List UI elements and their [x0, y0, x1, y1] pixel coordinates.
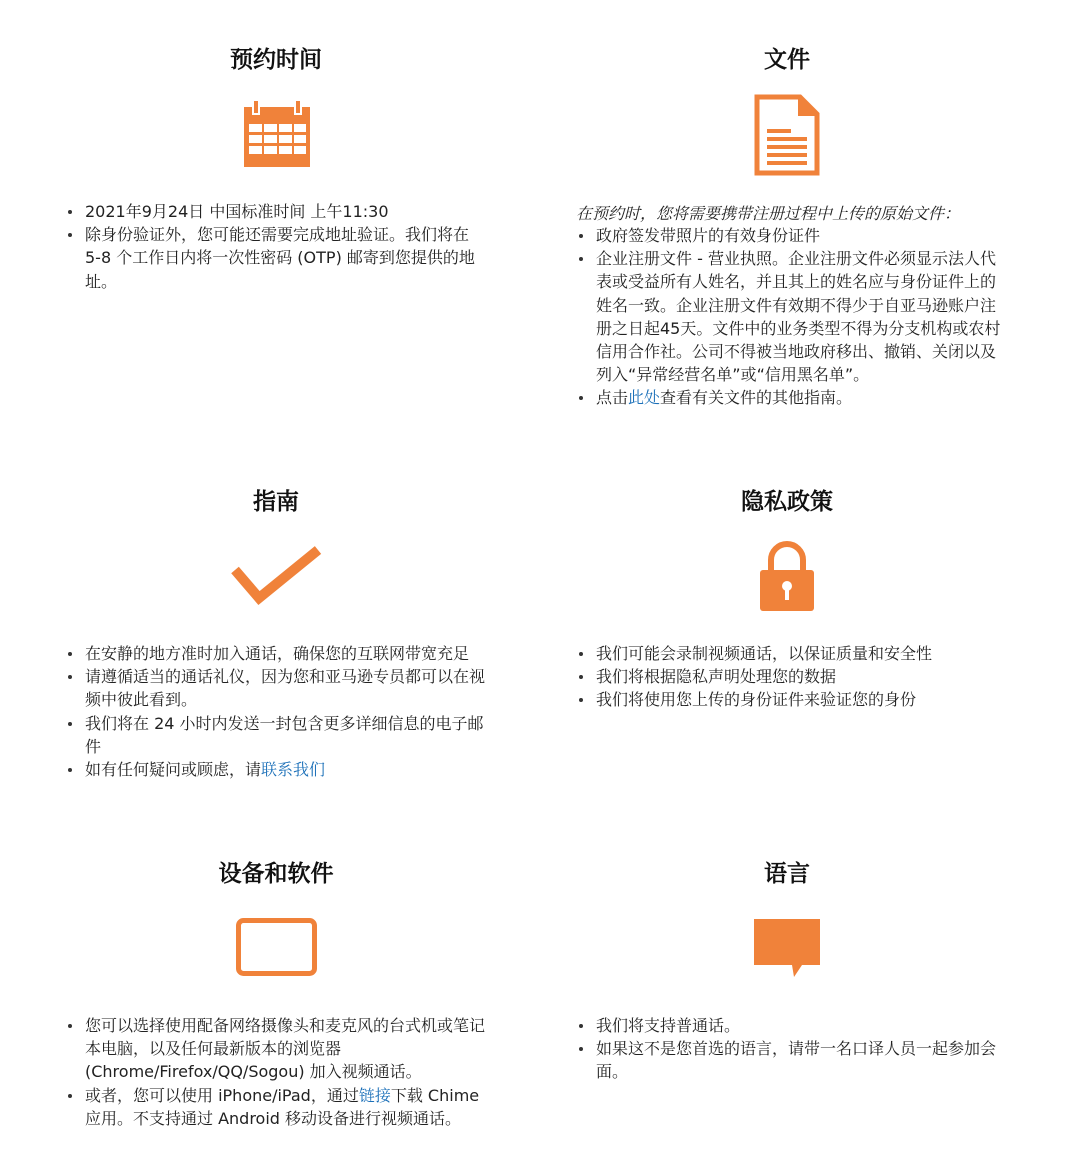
privacy-list: [576, 642, 1001, 712]
calendar-icon: [242, 100, 312, 170]
list-item: 如果这不是您首选的语言，请带一名口译人员一起参加会面。: [576, 1037, 1001, 1083]
list-item: 我们将支持普通话。: [576, 1014, 1001, 1037]
list-item: [576, 386, 1001, 409]
documents-list: [576, 224, 1001, 410]
list-item: 您可以选择使用配备网络摄像头和麦克风的台式机或笔记本电脑，以及任何最新版本的浏览器 (Chrome/Firefox/QQ/Sogou) 加入视频通话。: [65, 1014, 490, 1084]
download-link[interactable]: 链接: [358, 1085, 391, 1105]
list-item: 请遵循适当的通话礼仪，因为您和亚马逊专员都可以在视频中彼此看到。: [65, 665, 490, 711]
mobile-suffix: 下载 Chime 应用。不支持通过 Android 移动设备进行视频通话。: [85, 1085, 480, 1128]
devices-title: 设备和软件: [218, 861, 334, 887]
language-list: [576, 1014, 1001, 1084]
language-title: 语言: [764, 861, 810, 887]
mobile-prefix: 或者，您可以使用 iPhone/iPad，通过: [85, 1085, 359, 1105]
guidelines-title: 指南: [253, 489, 299, 515]
guide-link[interactable]: 此处: [628, 388, 661, 408]
list-item: 企业注册文件 - 营业执照。企业注册文件必须显示法人代表或受益所有人姓名，并且其上的姓名应与身份证件上的姓名一致。企业注册文件有效期不得少于自亚马逊账户注册之日起45天。文件中的业务类型不得为分支机构或农村信用合作社。公司不得被当地政府移出、撤销、关闭以及列入“异常经营名单”或“信用黑名单”。: [576, 247, 1001, 386]
tablet-icon: [236, 918, 317, 976]
documents-intro: 在预约时，您将需要携带注册过程中上传的原始文件：: [576, 204, 961, 223]
privacy-title: 隐私政策: [741, 489, 833, 515]
list-item: 政府签发带照片的有效身份证件: [576, 224, 1001, 247]
documents-title: 文件: [764, 47, 810, 73]
list-item: 在安静的地方准时加入通话，确保您的互联网带宽充足: [65, 642, 490, 665]
list-item: 我们将使用您上传的身份证件来验证您的身份: [576, 688, 1001, 711]
devices-list: [65, 1014, 490, 1130]
guide-suffix: 查看有关文件的其他指南。: [660, 388, 853, 408]
guidelines-list: [65, 642, 490, 781]
lock-icon: [759, 540, 815, 612]
chat-bubble-icon: [753, 918, 821, 978]
appointment-title: 预约时间: [230, 47, 322, 73]
appointment-list: [65, 200, 490, 293]
list-item: 我们将根据隐私声明处理您的数据: [576, 665, 1001, 688]
list-item: 除身份验证外，您可能还需要完成地址验证。我们将在 5-8 个工作日内将一次性密码 (OTP) 邮寄到您提供的地址。: [65, 223, 490, 293]
list-item: [65, 758, 490, 781]
guide-prefix: 点击: [596, 388, 629, 408]
list-item: 2021年9月24日 中国标准时间 上午11:30: [65, 200, 490, 223]
document-icon: [754, 94, 820, 176]
contact-us-link[interactable]: 联系我们: [261, 760, 326, 780]
list-item: 我们将在 24 小时内发送一封包含更多详细信息的电子邮件: [65, 712, 490, 758]
list-item: 我们可能会录制视频通话，以保证质量和安全性: [576, 642, 1001, 665]
contact-prefix: 如有任何疑问或顾虑，请: [85, 760, 262, 780]
list-item: [65, 1084, 490, 1130]
checkmark-icon: [231, 544, 323, 610]
